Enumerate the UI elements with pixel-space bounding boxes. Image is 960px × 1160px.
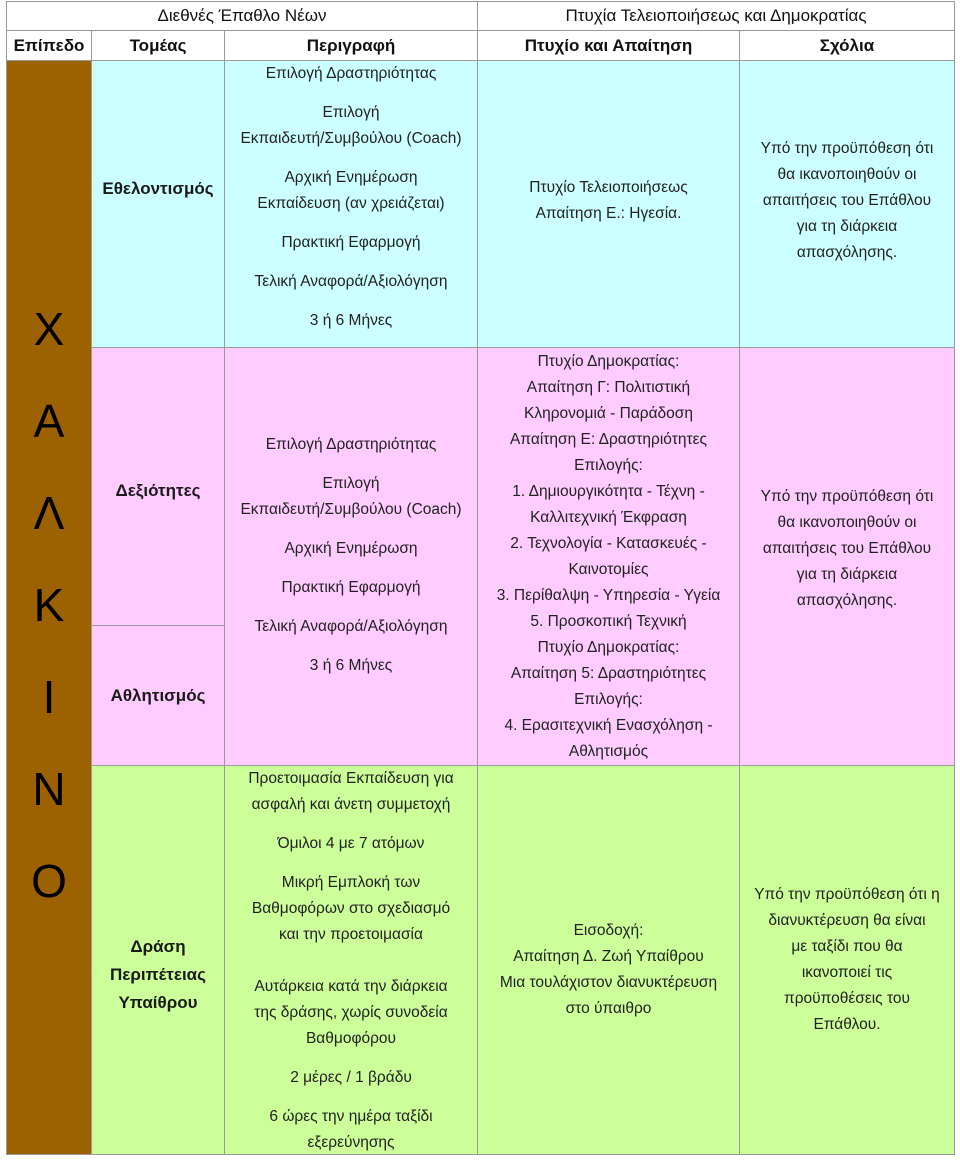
description-line: Εκπαίδευση (αν χρειάζεται) [257,195,445,212]
degree-line: Πτυχίο Τελειοποιήσεως [529,179,688,196]
description-line: της δράσης, χωρίς συνοδεία [254,1004,448,1021]
degree-line: Πτυχίο Δημοκρατίας: [537,638,680,656]
column-header-sector [91,30,225,61]
column-header-level [6,30,92,61]
sector-sports [91,625,225,766]
degree-line: Απαίτηση Ε.: Ηγεσία. [535,205,682,222]
level-letter: Α [33,395,65,447]
description-line: Αρχική Ενημέρωση [284,169,418,186]
degrees-title-cell [477,1,955,31]
degree-line: Επιλογής: [574,456,643,474]
degree-line: Πτυχίο Δημοκρατίας: [537,352,680,370]
degree-line: στο ύπαιθρο [565,1000,652,1017]
column-header-comments-label: Σχόλια [819,35,875,55]
column-header-comments [739,30,955,61]
adventure-comments [739,765,955,1155]
comment-line: Υπό την προϋπόθεση ότι [760,487,934,505]
comment-line: Επάθλου. [813,1016,881,1033]
description-line: Επιλογή [322,475,380,492]
column-header-degree [477,30,740,61]
comment-line: με ταξίδι που θα [791,938,903,955]
degree-line: Απαίτηση Ε: Δραστηριότητες [510,430,707,448]
degree-line: 4. Ερασιτεχνική Ενασχόληση - [504,716,713,734]
sector-adventure-label: Περιπέτειας [110,965,206,984]
level-letter: Κ [33,579,65,631]
volunteering-comments [739,60,955,348]
column-header-sector-label: Τομέας [129,35,187,55]
level-letter: Ν [32,763,66,815]
description-line: 3 ή 6 Μήνες [309,312,393,329]
description-line: Επιλογή [322,104,380,121]
degree-line: Απαίτηση Γ: Πολιτιστική [526,378,691,396]
degree-line: Επιλογής: [574,690,643,708]
degree-line: 2. Τεχνολογία - Κατασκευές - [510,534,707,552]
comment-line: Υπό την προϋπόθεση ότι η [754,886,940,903]
description-line: Τελική Αναφορά/Αξιολόγηση [254,273,448,290]
degrees-title: Πτυχία Τελειοποιήσεως και Δημοκρατίας [565,6,867,25]
degree-line: Αθλητισμός [568,742,649,760]
description-line: και την προετοιμασία [279,926,423,943]
comment-line: απαιτήσεις του Επάθλου [762,192,932,209]
level-cell [6,60,92,1155]
column-header-description [224,30,478,61]
degree-line: Απαίτηση 5: Δραστηριότητες [510,664,707,682]
level-letter: Χ [33,303,65,355]
degree-line: Καλλιτεχνική Έκφραση [530,508,687,526]
column-header-level-label: Επίπεδο [13,35,85,55]
description-line: ασφαλή και άνετη συμμετοχή [251,796,451,813]
volunteering-degree [477,60,740,348]
comment-line: διανυκτέρευση θα είναι [768,912,926,929]
sector-skills [91,347,225,626]
comment-line: απαιτήσεις του Επάθλου [762,539,932,557]
comment-line: θα ικανοποιηθούν οι [777,166,917,183]
description-line: Εκπαιδευτή/Συμβούλου (Coach) [240,501,462,518]
comment-line: απασχόλησης. [796,244,898,261]
description-line: Αρχική Ενημέρωση [284,540,418,557]
comment-line: προϋποθέσεις του [784,990,910,1007]
sector-volunteering [91,60,225,348]
description-line: Βαθμοφόρων στο σχεδιασμό [251,900,451,917]
description-line: 6 ώρες την ημέρα ταξίδι [269,1108,433,1125]
degree-line: Μια τουλάχιστον διανυκτέρευση [499,974,718,991]
description-line: Εκπαιδευτή/Συμβούλου (Coach) [240,130,462,147]
degree-line: Κληρονομιά - Παράδοση [524,404,693,422]
description-line: 3 ή 6 Μήνες [309,657,393,674]
skills-comments [739,347,955,766]
description-line: Πρακτική Εφαρμογή [281,579,421,596]
comment-line: για τη διάρκεια [796,565,898,583]
degree-line: 3. Περίθαλψη - Υπηρεσία - Υγεία [496,586,721,604]
sector-skills-label: Δεξιότητες [115,480,201,500]
degree-line: 1. Δημιουργικότητα - Τέχνη - [512,482,705,500]
degree-line: Εισοδοχή: [573,922,644,939]
award-title-cell [6,1,478,31]
description-line: 2 μέρες / 1 βράδυ [290,1069,412,1086]
volunteering-description [224,60,478,348]
adventure-degree [477,765,740,1155]
comment-line: Υπό την προϋπόθεση ότι [760,140,934,157]
comment-line: θα ικανοποιηθούν οι [777,513,917,531]
skills-description [224,347,478,766]
description-line: Μικρή Εμπλοκή των [281,874,421,891]
column-header-degree-label: Πτυχίο και Απαίτηση [524,35,693,55]
comment-line: απασχόλησης. [796,591,898,609]
description-line: Προετοιμασία Εκπαίδευση για [248,770,454,787]
comment-line: για τη διάρκεια [796,218,898,235]
description-line: Τελική Αναφορά/Αξιολόγηση [254,618,448,635]
level-letter: Λ [33,487,65,539]
sector-adventure-label: Υπαίθρου [118,993,198,1012]
description-line: Επιλογή Δραστηριότητας [265,436,437,453]
degree-line: Καινοτομίες [568,560,649,578]
skills-degree [477,347,740,766]
degree-line: 5. Προσκοπική Τεχνική [530,612,687,630]
description-line: Επιλογή Δραστηριότητας [265,65,437,82]
adventure-description [224,765,478,1155]
comment-line: ικανοποιεί τις [801,964,893,981]
column-header-description-label: Περιγραφή [306,35,396,55]
degree-line: Απαίτηση Δ. Ζωή Υπαίθρου [513,948,704,965]
description-line: Όμιλοι 4 με 7 ατόμων [277,835,425,852]
sector-sports-label: Αθλητισμός [110,685,206,705]
description-line: Αυτάρκεια κατά την διάρκεια [254,978,448,995]
level-letter: Ι [42,671,56,723]
level-letter: Ο [31,855,67,907]
description-line: εξερεύνησης [307,1134,395,1151]
sector-adventure-label: Δράση [130,937,186,956]
description-line: Πρακτική Εφαρμογή [281,234,421,251]
award-title: Διεθνές Έπαθλο Νέων [157,6,327,25]
sector-volunteering-label: Εθελοντισμός [102,179,214,198]
description-line: Βαθμοφόρου [305,1030,397,1047]
sector-adventure [91,765,225,1155]
